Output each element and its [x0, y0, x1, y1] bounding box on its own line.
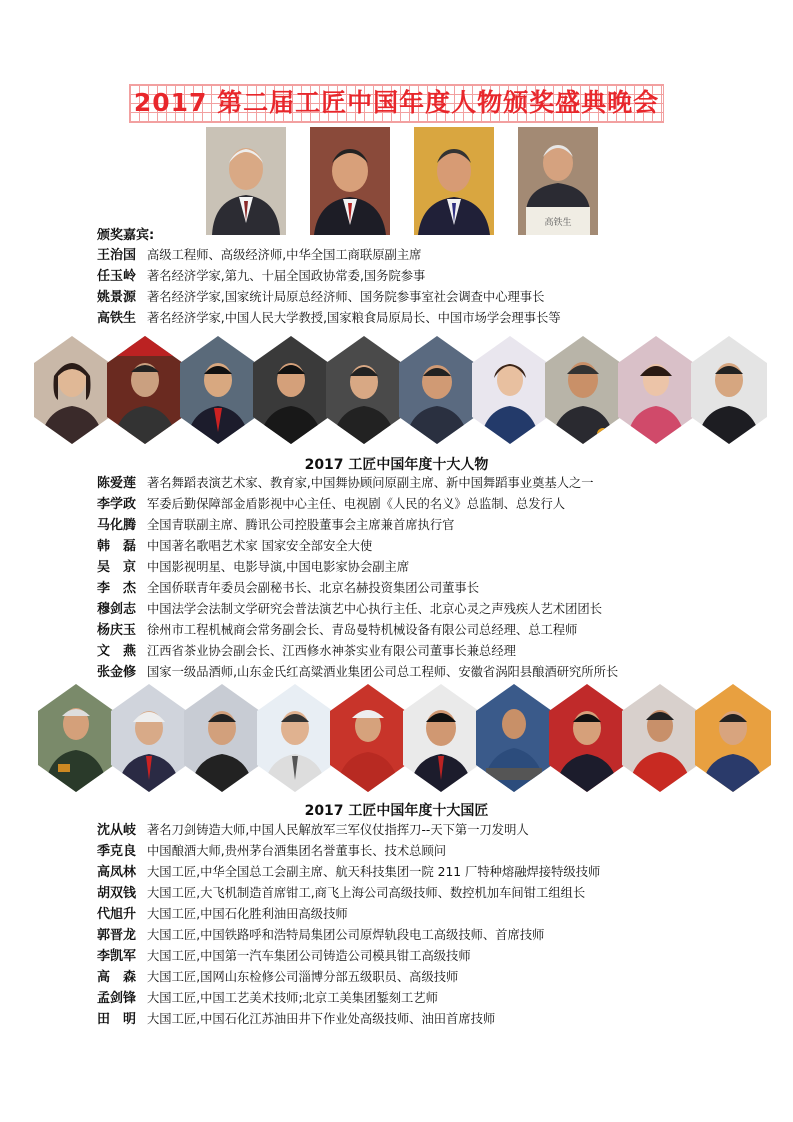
person-desc: 大国工匠,中国工艺美术技师;北京工美集团錾刻工艺师: [147, 991, 438, 1005]
person-name: 张金修: [97, 665, 137, 680]
person-photo-icon: [330, 684, 406, 792]
hex-photo: [545, 336, 621, 444]
hex-photo: [549, 684, 625, 792]
person-desc: 著名刀剑铸造大师,中国人民解放军三军仪仗指挥刀--天下第一刀发明人: [147, 823, 529, 837]
list-item: [97, 620, 737, 641]
person-desc: 大国工匠,中国石化江苏油田井下作业处高级技师、油田首席技师: [147, 1012, 496, 1026]
person-photo-icon: [472, 336, 548, 444]
person-name: 高凤林: [97, 865, 137, 880]
portrait-photo: [206, 127, 286, 235]
person-photo-icon: [618, 336, 694, 444]
portrait-photo: [310, 127, 390, 235]
person-name: 高铁生: [97, 311, 137, 326]
section-title-craftsmen: 2017 工匠中国年度十大国匠: [304, 803, 489, 819]
person-name: 马化腾: [97, 518, 137, 533]
person-desc: 大国工匠,中国第一汽车集团公司铸造公司模具钳工高级技师: [147, 949, 471, 963]
list-item: [97, 862, 737, 883]
list-item: [97, 536, 737, 557]
person-photo-icon: [253, 336, 329, 444]
presenter-portraits: [0, 127, 793, 235]
list-item: [97, 841, 737, 862]
presenters-list: [97, 245, 737, 329]
person-name: 代旭升: [97, 907, 137, 922]
hex-photo: [34, 336, 110, 444]
portrait-photo: [518, 127, 598, 235]
hex-photo: [403, 684, 479, 792]
page-title: 2017 第二届工匠中国年度人物颁奖盛典晚会: [129, 84, 664, 123]
person-name: 穆剑志: [97, 602, 137, 617]
person-desc: 徐州市工程机械商会常务副会长、青岛曼特机械设备有限公司总经理、总工程师: [147, 623, 578, 637]
person-name: 李凯军: [97, 949, 137, 964]
person-desc: 江西省茶业协会副会长、江西修水神茶实业有限公司董事长兼总经理: [147, 644, 516, 658]
person-name: 郭晋龙: [97, 928, 137, 943]
person-photo-icon: [695, 684, 771, 792]
person-photo-icon: [518, 127, 598, 235]
person-desc: 著名经济学家,中国人民大学教授,国家粮食局原局长、中国市场学会理事长等: [147, 311, 561, 325]
hex-photo: [622, 684, 698, 792]
hex-photo: [184, 684, 260, 792]
list-item: [97, 578, 737, 599]
person-photo-icon: [403, 684, 479, 792]
person-photo-icon: [107, 336, 183, 444]
list-item: [97, 662, 737, 683]
title-wrap: [0, 84, 793, 123]
hex-photo-row-2: [0, 684, 793, 792]
list-item: [97, 946, 737, 967]
list-item: [97, 494, 737, 515]
hex-photo: [399, 336, 475, 444]
person-photo-icon: [310, 127, 390, 235]
person-desc: 大国工匠,大飞机制造首席钳工,商飞上海公司高级技师、数控机加车间钳工组组长: [147, 886, 586, 900]
person-photo-icon: [691, 336, 767, 444]
person-photo-icon: [399, 336, 475, 444]
list-item: [97, 641, 737, 662]
person-photo-icon: [111, 684, 187, 792]
hex-photo: [38, 684, 114, 792]
person-name: 杨庆玉: [97, 623, 137, 638]
person-name: 高 森: [97, 970, 137, 985]
list-item: [97, 820, 737, 841]
list-item: [97, 245, 737, 266]
person-name: 孟剑锋: [97, 991, 137, 1006]
hex-photo: [111, 684, 187, 792]
hex-photo: [257, 684, 333, 792]
hex-photo: [107, 336, 183, 444]
person-desc: 高级工程师、高级经济师,中华全国工商联原副主席: [147, 248, 422, 262]
person-name: 沈从岐: [97, 823, 137, 838]
person-desc: 全国青联副主席、腾讯公司控股董事会主席兼首席执行官: [147, 518, 455, 532]
portrait-photo: [414, 127, 494, 235]
hex-photo: [691, 336, 767, 444]
person-desc: 中国著名歌唱艺术家 国家安全部安全大使: [147, 539, 373, 553]
list-item: [97, 515, 737, 536]
person-photo-icon: [184, 684, 260, 792]
hex-photo: [180, 336, 256, 444]
person-desc: 大国工匠,中国石化胜利油田高级技师: [147, 907, 348, 921]
person-name: 田 明: [97, 1012, 137, 1027]
list-item: [97, 1009, 737, 1030]
hex-photo: [618, 336, 694, 444]
person-photo-icon: [549, 684, 625, 792]
person-name: 李学政: [97, 497, 137, 512]
hex-photo: [253, 336, 329, 444]
person-name: 李 杰: [97, 581, 137, 596]
person-desc: 著名经济学家,国家统计局原总经济师、国务院参事室社会调查中心理事长: [147, 290, 545, 304]
svg-text:高铁生: 高铁生: [544, 218, 572, 228]
person-photo-icon: [206, 127, 286, 235]
person-photo-icon: [622, 684, 698, 792]
person-photo-icon: [257, 684, 333, 792]
list-item: [97, 599, 737, 620]
hex-photo: [695, 684, 771, 792]
person-name: 季克良: [97, 844, 137, 859]
person-desc: 著名经济学家,第九、十届全国政协常委,国务院参事: [147, 269, 426, 283]
list-item: [97, 967, 737, 988]
hex-photo: [330, 684, 406, 792]
people-list: [97, 473, 737, 683]
person-name: 文 燕: [97, 644, 137, 659]
person-name: 任玉岭: [97, 269, 137, 284]
list-item: [97, 988, 737, 1009]
person-desc: 大国工匠,中华全国总工会副主席、航天科技集团一院 211 厂特种熔融焊接特级技师: [147, 865, 601, 879]
person-name: 吴 京: [97, 560, 137, 575]
hex-photo: [476, 684, 552, 792]
person-photo-icon: [414, 127, 494, 235]
person-desc: 大国工匠,国网山东检修公司淄博分部五级职员、高级技师: [147, 970, 459, 984]
list-item: [97, 287, 737, 308]
hex-photo: [472, 336, 548, 444]
hex-photo-row-1: [0, 336, 793, 444]
person-name: 陈爱莲: [97, 476, 137, 491]
person-name: 胡双钱: [97, 886, 137, 901]
list-item: [97, 904, 737, 925]
presenters-label: 颁奖嘉宾:: [97, 228, 155, 243]
person-name: 韩 磊: [97, 539, 137, 554]
list-item: [97, 473, 737, 494]
list-item: [97, 266, 737, 287]
list-item: [97, 308, 737, 329]
person-photo-icon: [476, 684, 552, 792]
person-desc: 著名舞蹈表演艺术家、教育家,中国舞协顾问原副主席、新中国舞蹈事业奠基人之一: [147, 476, 594, 490]
person-photo-icon: [326, 336, 402, 444]
person-desc: 全国侨联青年委员会副秘书长、北京名赫投资集团公司董事长: [147, 581, 480, 595]
person-desc: 大国工匠,中国铁路呼和浩特局集团公司原焊轨段电工高级技师、首席技师: [147, 928, 545, 942]
person-name: 姚景源: [97, 290, 137, 305]
person-desc: 军委后勤保障部金盾影视中心主任、电视剧《人民的名义》总监制、总发行人: [147, 497, 566, 511]
section-title-people: 2017 工匠中国年度十大人物: [304, 457, 489, 473]
hex-photo: [326, 336, 402, 444]
person-photo-icon: [34, 336, 110, 444]
person-photo-icon: [38, 684, 114, 792]
list-item: [97, 883, 737, 904]
person-photo-icon: [545, 336, 621, 444]
person-photo-icon: [180, 336, 256, 444]
list-item: [97, 925, 737, 946]
person-name: 王治国: [97, 248, 137, 263]
person-desc: 中国影视明星、电影导演,中国电影家协会副主席: [147, 560, 410, 574]
craftsmen-list: [97, 820, 737, 1030]
person-desc: 中国法学会法制文学研究会普法演艺中心执行主任、北京心灵之声残疾人艺术团团长: [147, 602, 602, 616]
list-item: [97, 557, 737, 578]
person-desc: 国家一级品酒师,山东金氏红高粱酒业集团公司总工程师、安徽省涡阳县酿酒研究所所长: [147, 665, 619, 679]
person-desc: 中国酿酒大师,贵州茅台酒集团名誉董事长、技术总顾问: [147, 844, 447, 858]
